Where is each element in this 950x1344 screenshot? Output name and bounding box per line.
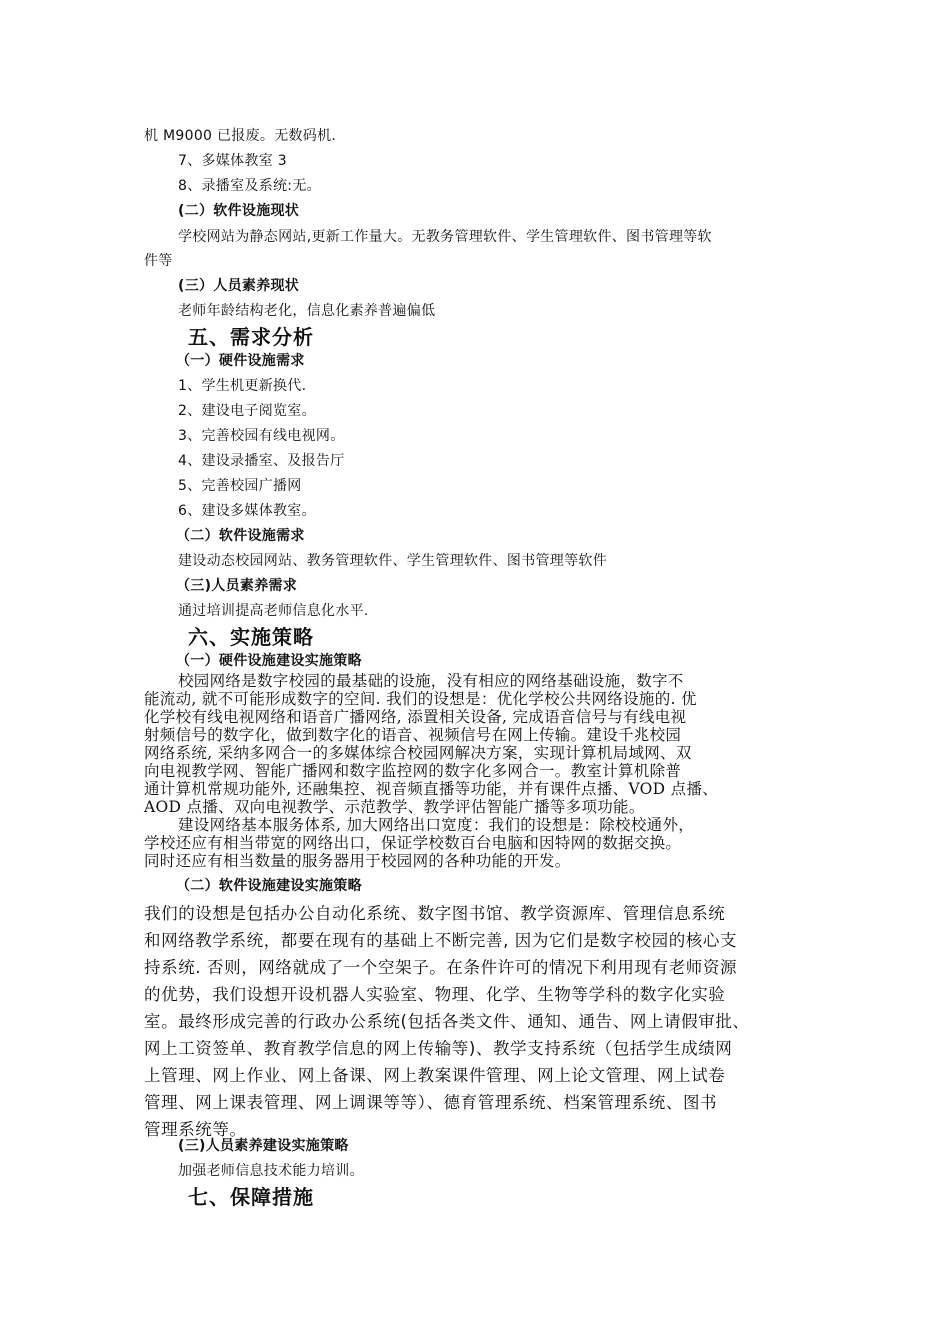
- list-item: 7、多媒体教室 3: [178, 153, 287, 169]
- text-line: 件等: [144, 253, 173, 269]
- text-line: 老师年龄结构老化，信息化素养普遍偏低: [178, 303, 436, 319]
- subheading: (三)人员素养建设实施策略: [178, 1138, 349, 1154]
- paragraph-line: 网络系统, 采纳多网合一的多媒体综合校园网解决方案，实现计算机局域网、双: [144, 744, 692, 762]
- paragraph-line: 管理、网上课表管理、网上调课等等）、德育管理系统、档案管理系统、图书: [144, 1093, 718, 1112]
- subheading: （一）硬件设施需求: [176, 353, 305, 369]
- subheading: （三)人员素养需求: [176, 578, 298, 594]
- subheading: （二）软件设施需求: [176, 528, 305, 544]
- text-line: 加强老师信息技术能力培训。: [178, 1163, 364, 1179]
- paragraph-line: 和网络教学系统，都要在现有的基础上不断完善, 因为它们是数字校园的核心支: [144, 931, 738, 950]
- paragraph-line: 的优势，我们设想开设机器人实验室、物理、化学、生物等学科的数字化实验: [144, 985, 726, 1004]
- paragraph-line: 室。最终形成完善的行政办公系统(包括各类文件、通知、通告、网上请假审批、: [144, 1012, 750, 1031]
- list-item: 4、建设录播室、及报告厅: [178, 453, 345, 469]
- text-line: 建设动态校园网站、教务管理软件、学生管理软件、图书管理等软件: [178, 553, 607, 569]
- section-heading: 七、保障措施: [188, 1185, 314, 1209]
- subheading: （二）软件设施建设实施策略: [176, 878, 362, 894]
- paragraph-line: 我们的设想是包括办公自动化系统、数字图书馆、教学资源库、管理信息系统: [144, 904, 726, 923]
- paragraph-line: 管理系统等。: [144, 1120, 247, 1139]
- paragraph-line: 射频信号的数字化，做到数字化的语音、视频信号在网上传输。建设千兆校园: [144, 726, 682, 744]
- paragraph-line: 向电视教学网、智能广播网和数字监控网的数字化多网合一。教室计算机除普: [144, 762, 682, 780]
- subheading: （一）硬件设施建设实施策略: [176, 653, 362, 669]
- paragraph-line: 持系统. 否则，网络就成了一个空架子。在条件许可的情况下利用现有老师资源: [144, 958, 738, 977]
- paragraph-line: 网上工资签单、教育教学信息的网上传输等)、教学支持系统（包括学生成绩网: [144, 1039, 733, 1058]
- paragraph-line: 通计算机常规功能外, 还融集控、视音频直播等功能，并有课件点播、VOD 点播、: [144, 780, 719, 798]
- paragraph-line: AOD 点播、双向电视教学、示范教学、教学评估智能广播等多项功能。: [144, 798, 645, 816]
- text-line: 学校网站为静态网站,更新工作量大。无教务管理软件、学生管理软件、图书管理等软: [178, 229, 712, 245]
- text-line: 通过培训提高老师信息化水平.: [178, 603, 369, 619]
- paragraph-line: 上管理、网上作业、网上备课、网上教案课件管理、网上论文管理、网上试卷: [144, 1066, 726, 1085]
- paragraph-line: 同时还应有相当数量的服务器用于校园网的各种功能的开发。: [144, 852, 571, 870]
- list-item: 1、学生机更新换代.: [178, 378, 307, 394]
- section-heading: 六、实施策略: [188, 625, 314, 649]
- list-item: 6、建设多媒体教室。: [178, 503, 316, 519]
- paragraph-line: 校园网络是数字校园的最基础的设施，没有相应的网络基础设施，数字不: [178, 672, 684, 690]
- paragraph-line: 化学校有线电视网络和语音广播网络, 添置相关设备, 完成语音信号与有线电视: [144, 708, 687, 726]
- paragraph-line: 建设网络基本服务体系, 加大网络出口宽度：我们的设想是：除校校通外，: [178, 816, 695, 834]
- text-line: 机 M9000 已报废。无数码机.: [144, 128, 337, 144]
- list-item: 3、完善校园有线电视网。: [178, 428, 345, 444]
- paragraph-line: 能流动, 就不可能形成数字的空间. 我们的设想是：优化学校公共网络设施的. 优: [144, 690, 697, 708]
- list-item: 8、录播室及系统:无。: [178, 178, 321, 194]
- paragraph-line: 学校还应有相当带宽的网络出口，保证学校数百台电脑和因特网的数据交换。: [144, 834, 682, 852]
- subheading: (二）软件设施现状: [178, 203, 300, 219]
- subheading: (三）人员素养现状: [178, 278, 300, 294]
- list-item: 5、完善校园广播网: [178, 478, 302, 494]
- list-item: 2、建设电子阅览室。: [178, 403, 316, 419]
- section-heading: 五、需求分析: [188, 325, 314, 349]
